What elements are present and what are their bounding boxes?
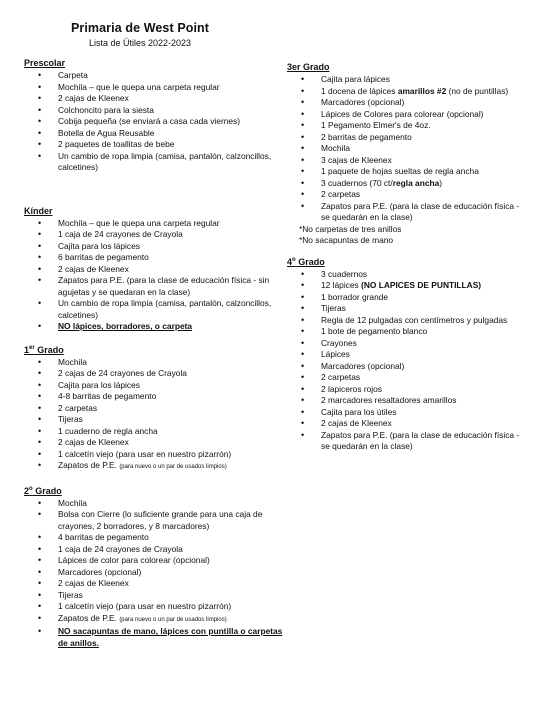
list-item: • Carpeta [24, 70, 286, 82]
list-item: • 2 barritas de pegamento [287, 132, 529, 144]
grado-2-list [24, 498, 286, 650]
title-number: 1 [24, 344, 30, 355]
title-text: Grado [32, 485, 62, 496]
list-item: • Lápices de Colores para colorear (opcional) [287, 109, 529, 121]
list-item: • Botella de Agua Reusable [24, 128, 286, 140]
list-item-pe-shoes [24, 613, 286, 627]
list-item: • Colchoncito para la siesta [24, 105, 286, 117]
item-text: ) [439, 177, 443, 188]
list-item: • 2 paquetes de toallitas de bebe [24, 139, 286, 151]
list-item: • Marcadores (opcional) [24, 567, 286, 579]
list-item: • Mochila [24, 357, 286, 369]
list-item: • Regla de 12 pulgadas con centímetros y pulgadas [287, 315, 529, 327]
section-title-prescolar: Prescolar [24, 58, 66, 68]
list-item: • Crayones [287, 338, 529, 350]
list-item: • 2 cajas de Kleenex [287, 418, 529, 430]
section-title-grado-1 [24, 345, 286, 356]
list-item: • Mochila – que le quepa una carpeta regular [24, 82, 286, 94]
section-title-kinder: Kínder [24, 205, 53, 216]
list-item: • Tijeras [287, 303, 529, 315]
list-item [287, 280, 529, 292]
section-grado-4 [287, 257, 529, 453]
pe-shoes-note: (para nuevo o un par de usados limpios) [119, 616, 227, 623]
pe-shoes-label: Zapatos de P.E. [58, 460, 120, 470]
list-item-warning [24, 321, 286, 333]
list-item: • 1 caja de 24 crayones de Crayola [24, 544, 286, 556]
title-superscript: o [29, 485, 33, 492]
section-title-grado-2 [24, 486, 286, 497]
list-item: • Cajita para lápices [287, 74, 529, 86]
list-item: • 1 caja de 24 crayones de Crayola [24, 229, 286, 241]
grado-3-note: *No carpetas de tres anillos [299, 223, 402, 234]
list-item: • Un cambio de ropa limpia (camisa, pantalón, calzoncillos, calcetines) [24, 298, 286, 321]
section-kinder [24, 206, 286, 333]
item-emphasis: amarillos #2 [397, 85, 447, 96]
list-item: • 2 carpetas [287, 372, 529, 384]
section-title-grado-4 [287, 257, 529, 268]
list-item [287, 86, 529, 98]
section-title-grado-3: 3er Grado [287, 62, 330, 72]
list-item: • 2 cajas de Kleenex [24, 578, 286, 590]
pe-shoes-note: (para nuevo o un par de usados limpios) [119, 464, 227, 470]
list-item: • 3 cajas de Kleenex [287, 155, 529, 167]
list-item: • 6 barritas de pegamento [24, 252, 286, 264]
grado-3-note: *No sacapuntas de mano [299, 235, 394, 245]
list-item: • Bolsa con Cierre (lo suficiente grande para una caja de crayones, 2 borradores, y 8 marcadores) [24, 509, 286, 532]
list-item [287, 178, 529, 190]
list-item: • Mochila [287, 143, 529, 155]
right-column [287, 60, 529, 453]
title-text: Grado [295, 256, 325, 267]
list-item: • Tijeras [24, 590, 286, 602]
page-subtitle: Lista de Útiles 2022-2023 [88, 38, 192, 48]
kinder-warning: NO lápices, borradores, o carpeta [58, 321, 193, 331]
item-text: 1 docena de lápices [321, 85, 398, 96]
list-item: • 1 cuaderno de regla ancha [24, 426, 286, 438]
list-item: • 2 cajas de Kleenex [24, 264, 286, 276]
list-item: • 1 calcetín viejo (para usar en nuestro pizarrón) [24, 449, 286, 461]
list-item-warning [24, 626, 286, 649]
left-column [24, 56, 286, 649]
list-item: • Marcadores (opcional) [287, 97, 529, 109]
title-number: 4 [287, 256, 293, 267]
list-item: • Un cambio de ropa limpia (camisa, pantalón, calzoncillos, calcetines) [24, 151, 286, 174]
list-item: • 1 paquete de hojas sueltas de regla ancha [287, 166, 529, 178]
list-item: • 3 cuadernos [287, 269, 529, 281]
list-item: • Mochila [24, 498, 286, 510]
grado-2-warning: NO sacapuntas de mano, lápices con puntilla o carpetas de anillos. [58, 626, 283, 648]
section-grado-1 [24, 345, 286, 474]
list-item: • 1 calcetín viejo (para usar en nuestro pizarrón) [24, 601, 286, 613]
section-grado-2 [24, 486, 286, 650]
list-item: • Mochila – que le quepa una carpeta regular [24, 218, 286, 230]
title-number: 2 [24, 485, 30, 496]
prescolar-list [24, 70, 286, 174]
list-item: • 2 carpetas [287, 189, 529, 201]
list-item-pe-shoes [24, 460, 286, 474]
item-text: (no de puntillas) [446, 85, 509, 96]
list-item: • 2 cajas de 24 crayones de Crayola [24, 368, 286, 380]
page-title: Primaria de West Point [70, 21, 210, 35]
section-prescolar [24, 58, 286, 174]
list-item: • Zapatos para P.E. (para la clase de educación física - se quedarán en la clase) [287, 430, 529, 453]
item-emphasis: (NO LAPICES DE PUNTILLAS) [361, 280, 482, 290]
section-grado-3 [287, 62, 529, 247]
list-item: • Lápices de color para colorear (opcional) [24, 555, 286, 567]
list-item: • Tijeras [24, 414, 286, 426]
pe-shoes-label: Zapatos de P.E. [58, 612, 120, 623]
list-item: • 4-8 barritas de pegamento [24, 391, 286, 403]
list-item: • Zapatos para P.E. (para la clase de educación física - se quedarán en la clase) [287, 201, 529, 224]
list-item: • Zapatos para P.E. (para la clase de educación física - sin agujetas y se quedaran en la clase) [24, 275, 286, 298]
list-item: • Cajita para los útiles [287, 407, 529, 419]
list-item: • Marcadores (opcional) [287, 361, 529, 373]
list-item: • 2 carpetas [24, 403, 286, 415]
list-item: • 1 Pegamento Elmer's de 4oz. [287, 120, 529, 132]
title-superscript: o [292, 256, 296, 263]
list-item: • 2 lapiceros rojos [287, 384, 529, 396]
item-text: 12 lápices [321, 280, 362, 290]
title-superscript: er [29, 344, 35, 351]
item-text: 3 cuadernos (70 ct/ [321, 177, 393, 188]
title-text: Grado [34, 344, 64, 355]
kinder-list [24, 218, 286, 333]
grado-3-list [287, 74, 529, 224]
list-item: • 2 marcadores resaltadores amarillos [287, 395, 529, 407]
grado-1-list [24, 357, 286, 474]
list-item: • 2 cajas de Kleenex [24, 437, 286, 449]
grado-4-list [287, 269, 529, 453]
list-item: • Cobija pequeña (se enviará a casa cada viernes) [24, 116, 286, 128]
list-item: • 1 bote de pegamento blanco [287, 326, 529, 338]
list-item: • 4 barritas de pegamento [24, 532, 286, 544]
list-item: • Cajita para los lápices [24, 241, 286, 253]
list-item: • 2 cajas de Kleenex [24, 93, 286, 105]
list-item: • Lápices [287, 349, 529, 361]
list-item: • 1 borrador grande [287, 292, 529, 304]
item-emphasis: regla ancha [392, 177, 440, 188]
list-item: • Cajita para los lápices [24, 380, 286, 392]
